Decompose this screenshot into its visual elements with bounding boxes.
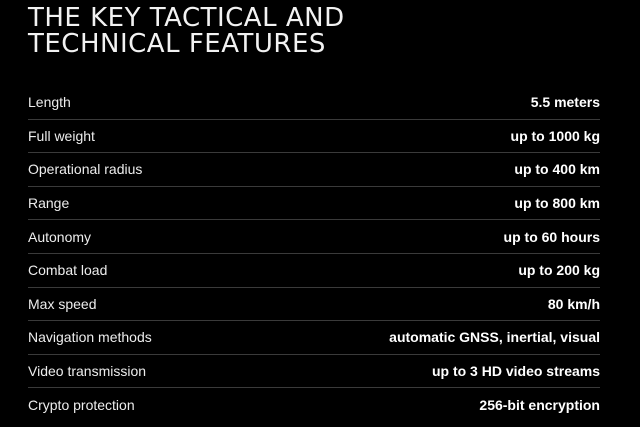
spec-value: up to 60 hours [503, 228, 600, 245]
spec-value: automatic GNSS, inertial, visual [389, 329, 600, 346]
spec-label: Video transmission [28, 363, 147, 380]
spec-row-full-weight [28, 120, 600, 154]
spec-row-length [28, 86, 600, 120]
spec-label: Length [28, 94, 71, 111]
page-title-line-2: TECHNICAL FEATURES [28, 29, 326, 59]
spec-row-range [28, 187, 600, 221]
spec-label: Crypto protection [28, 397, 135, 414]
spec-label: Operational radius [28, 161, 143, 178]
spec-label: Combat load [28, 262, 108, 279]
spec-row-max-speed [28, 288, 600, 322]
spec-value: up to 400 km [514, 161, 600, 178]
spec-value: 256-bit encryption [479, 397, 600, 414]
spec-row-autonomy [28, 220, 600, 254]
spec-row-combat-load [28, 254, 600, 288]
specs-table [28, 86, 600, 422]
spec-value: 5.5 meters [530, 94, 600, 111]
spec-label: Navigation methods [28, 329, 152, 346]
page-title-line-1: THE KEY TACTICAL AND [28, 3, 345, 33]
page-title [28, 0, 600, 63]
spec-label: Range [28, 195, 70, 212]
spec-row-video-transmission [28, 355, 600, 389]
spec-value: up to 800 km [514, 195, 600, 212]
spec-value: 80 km/h [547, 295, 600, 312]
features-page [28, 0, 600, 427]
spec-label: Full weight [28, 127, 95, 144]
spec-label: Autonomy [28, 228, 92, 245]
spec-row-navigation-methods [28, 321, 600, 355]
spec-value: up to 200 kg [518, 262, 600, 279]
spec-row-crypto-protection [28, 388, 600, 422]
spec-row-operational-radius [28, 153, 600, 187]
spec-value: up to 3 HD video streams [431, 363, 600, 380]
spec-value: up to 1000 kg [510, 127, 600, 144]
spec-label: Max speed [28, 295, 97, 312]
